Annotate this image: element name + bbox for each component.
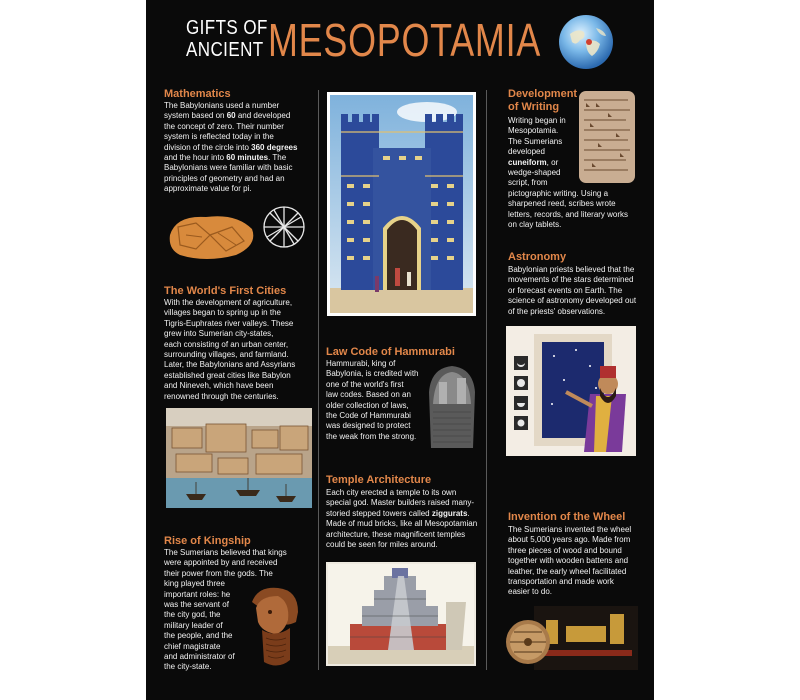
title-prefix — [186, 17, 268, 61]
globe-icon — [556, 12, 616, 72]
text-line: grew into Sumerian city-states, — [164, 329, 274, 339]
clay-tablet-image — [166, 205, 316, 263]
text-line: established great cities like Babylon — [164, 370, 291, 380]
wheel-body — [508, 525, 648, 598]
text-line: The Sumerians — [508, 136, 563, 146]
ancient-city-image — [166, 408, 312, 508]
astronomy-heading: Astronomy — [508, 251, 567, 263]
text-line: developed — [508, 147, 545, 157]
text-line: leather, the early wheel facilitated — [508, 566, 627, 576]
cuneiform-tablet-image — [578, 90, 636, 184]
text-line: division of the circle into 360 degrees — [164, 142, 298, 152]
text-line: the weak from the strong. — [326, 431, 417, 441]
text-line: architecture, these magnificent temples — [326, 529, 466, 539]
text-line: or forecast events on Earth. The — [508, 285, 623, 295]
text-line: script, from — [508, 178, 548, 188]
text-line: the concept of zero. Their number — [164, 121, 284, 131]
text-line: was designed to protect — [326, 421, 411, 431]
mathematics-heading: Mathematics — [164, 88, 231, 100]
text-line: Made of mud bricks, like all Mesopotamian — [326, 519, 478, 529]
text-line: special god. Master builders raised many- — [326, 498, 475, 508]
title-line-1: GIFTS OF — [186, 17, 268, 39]
text-line: and administrator of — [164, 652, 235, 662]
text-line: the city god, the — [164, 610, 221, 620]
text-line: Babylonian priests believed that the — [508, 265, 635, 274]
writing-heading — [508, 88, 577, 114]
text-line: The Sumerians believed that kings — [164, 548, 287, 557]
text-line: Tigris-Euphrates river valleys. These — [164, 318, 294, 328]
text-line: The Sumerians invented the wheel — [508, 525, 632, 534]
title-line-2: ANCIENT — [186, 39, 264, 61]
text-line: one of the world's first — [326, 379, 404, 389]
text-line: principles of geometry and had an — [164, 173, 285, 183]
column-divider-right — [486, 90, 487, 670]
text-line: chief magistrate — [164, 641, 221, 651]
text-line: approximate value for pi. — [164, 184, 252, 194]
text-line: could be seen for miles around. — [326, 540, 438, 550]
text-line: important roles: he — [164, 589, 231, 599]
text-line: military leader of — [164, 620, 223, 630]
text-line: about 5,000 years ago. Made from — [508, 535, 631, 545]
text-line: wedge-shaped — [508, 168, 561, 178]
hammurabi-body — [326, 359, 434, 442]
ziggurat-image — [326, 562, 476, 666]
ishtar-gate-image — [327, 92, 476, 316]
text-line: storied stepped towers called ziggurats. — [326, 508, 470, 518]
text-line: and the hour into 60 minutes. The — [164, 153, 287, 163]
text-line: king played three — [164, 579, 225, 589]
text-line: surrounding villages, and farmland. — [164, 350, 289, 360]
text-line: letters, records, and literary works — [508, 209, 629, 219]
wheel-heading: Invention of the Wheel — [508, 511, 626, 523]
text-line: villages began to spring up in the — [164, 308, 281, 318]
text-line: together with wooden battens and — [508, 556, 629, 566]
text-line: The Babylonians used a number — [164, 101, 280, 110]
hammurabi-stele-image — [423, 364, 481, 448]
kingship-heading: Rise of Kingship — [164, 535, 251, 547]
text-line: transportation and made work — [508, 577, 614, 587]
text-line: cuneiform, or — [508, 157, 559, 167]
text-line: their power from the gods. The — [164, 568, 273, 578]
text-line: Each city erected a temple to its own — [326, 488, 457, 497]
text-line: the city-state. — [164, 662, 212, 672]
text-line: Mesopotamia. — [508, 126, 559, 136]
text-line: With the development of agriculture, — [164, 298, 293, 307]
text-line: Writing began in — [508, 116, 566, 125]
astronomy-body — [508, 265, 648, 317]
text-line: system based on 60 and developed — [164, 111, 291, 121]
cities-body — [164, 298, 316, 402]
temple-body — [326, 488, 486, 550]
babylonian-priest-image — [506, 326, 636, 456]
text-line: and Nineveh, which have been — [164, 381, 274, 391]
page-title: MESOPOTAMIA — [268, 14, 542, 66]
text-line: easier to do. — [508, 587, 553, 597]
text-line: sharpened reed, scribes wrote — [508, 199, 616, 209]
text-line: science of astronomy developed out — [508, 296, 637, 306]
writing-heading-line-1: Development — [508, 88, 578, 100]
sumerian-king-head-image — [238, 582, 308, 672]
text-line: three pieces of wood and bound — [508, 545, 622, 555]
wheel-image — [506, 606, 638, 670]
text-line: system is reflected today in the — [164, 132, 274, 142]
text-line: each consisting of an urban center, — [164, 339, 289, 349]
text-line: Babylonians were familiar with basic — [164, 163, 293, 173]
text-line: Babylonia, is credited with — [326, 369, 419, 379]
poster — [146, 0, 654, 700]
text-line: the people, and the — [164, 631, 233, 641]
text-line: on clay tablets. — [508, 220, 562, 230]
text-line: older collection of laws, — [326, 400, 409, 410]
text-line: law codes. Based on an — [326, 390, 411, 400]
column-divider-left — [318, 90, 319, 670]
text-line: renowned through the centuries. — [164, 391, 279, 401]
text-line: was the servant of — [164, 600, 229, 610]
hammurabi-heading: Law Code of Hammurabi — [326, 346, 455, 358]
text-line: were appointed by and received — [164, 558, 278, 568]
mathematics-body — [164, 101, 314, 195]
text-line: movements of the stars determined — [508, 275, 634, 285]
text-line: pictographic writing. Using a — [508, 188, 609, 198]
writing-heading-line-2: of Writing — [508, 101, 560, 113]
cities-heading: The World's First Cities — [164, 285, 287, 297]
text-line: the Code of Hammurabi — [326, 411, 411, 421]
temple-heading: Temple Architecture — [326, 474, 432, 486]
text-line: Later, the Babylonians and Assyrians — [164, 360, 296, 370]
text-line: Hammurabi, king of — [326, 359, 396, 368]
text-line: of the priests' observations. — [508, 306, 606, 316]
